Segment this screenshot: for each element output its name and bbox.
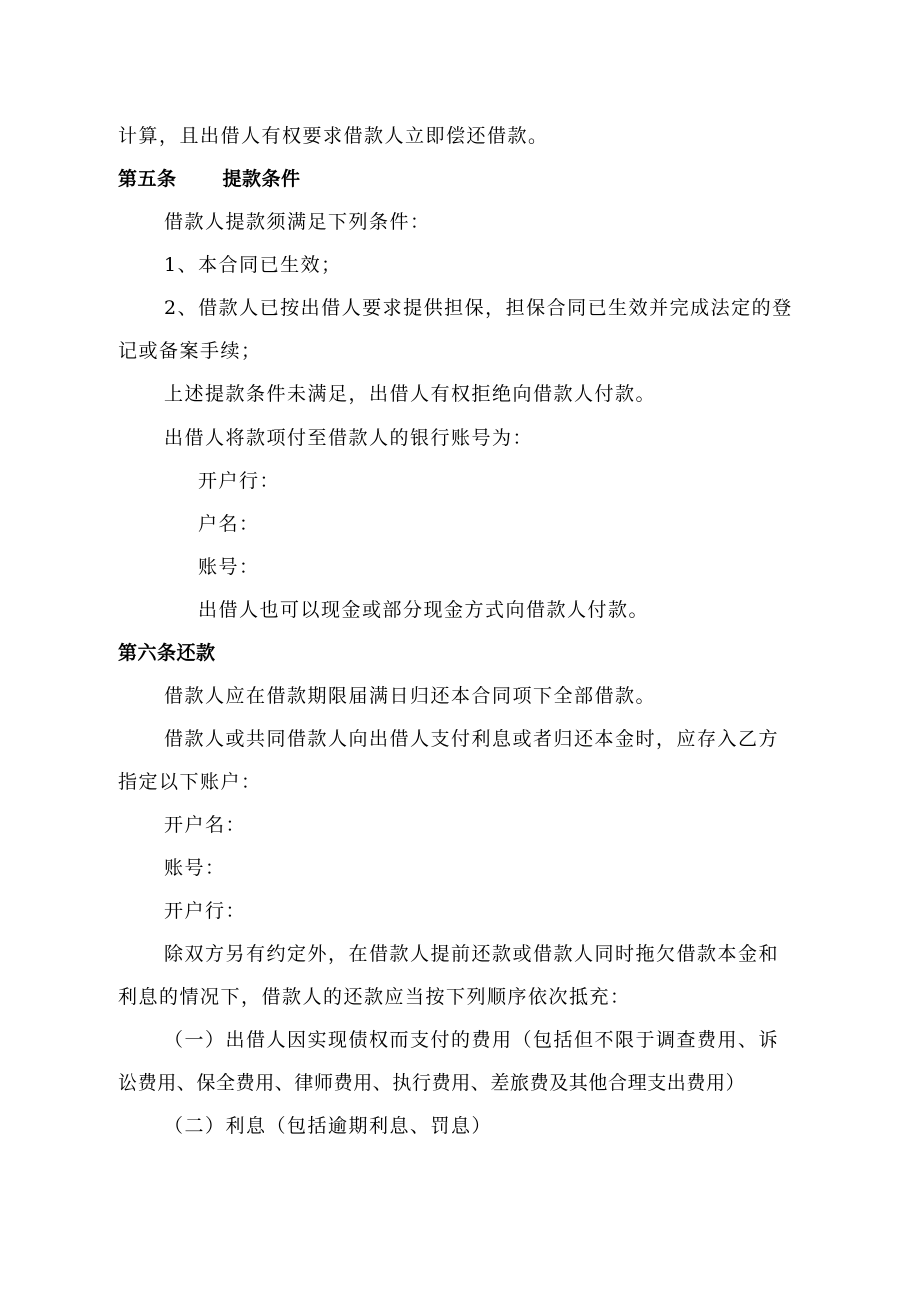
condition-item-2-cont: 记或备案手续；: [118, 340, 262, 362]
paragraph-line: 出借人也可以现金或部分现金方式向借款人付款。: [198, 599, 650, 621]
paragraph-line: 借款人应在借款期限届满日归还本合同项下全部借款。: [164, 685, 657, 707]
repayment-order-item-2: （二）利息（包括逾期利息、罚息）: [164, 1115, 493, 1137]
field-label-bank: 开户行：: [198, 470, 281, 492]
paragraph-line: 借款人提款须满足下列条件：: [164, 211, 431, 233]
paragraph-line: 出借人将款项付至借款人的银行账号为：: [164, 427, 534, 449]
paragraph-line: 上述提款条件未满足，出借人有权拒绝向借款人付款。: [164, 383, 657, 405]
field-label-account-name: 户名：: [198, 513, 260, 535]
paragraph-line: 指定以下账户：: [118, 771, 262, 793]
repayment-order-item-1-cont: 讼费用、保全费用、律师费用、执行费用、差旅费及其他合理支出费用）: [118, 1072, 746, 1094]
paragraph-line: 除双方另有约定外，在借款人提前还款或借款人同时拖欠借款本金和: [164, 943, 780, 965]
article-5-heading: [118, 167, 301, 191]
condition-item-2: 2、借款人已按出借人要求提供担保，担保合同已生效并完成法定的登: [164, 297, 793, 319]
repayment-order-item-1: （一）出借人因实现债权而支付的费用（包括但不限于调查费用、诉: [164, 1029, 780, 1051]
field-label-account-holder: 开户名：: [164, 814, 247, 836]
article-6-heading: 第六条还款: [118, 642, 216, 664]
paragraph-line: 计算，且出借人有权要求借款人立即偿还借款。: [118, 125, 549, 147]
field-label-bank-2: 开户行：: [164, 900, 247, 922]
field-label-account-number: 账号：: [198, 556, 260, 578]
paragraph-line: 借款人或共同借款人向出借人支付利息或者归还本金时，应存入乙方: [164, 728, 780, 750]
condition-item-1: 1、本合同已生效；: [164, 254, 342, 276]
field-label-account-number-2: 账号：: [164, 857, 226, 879]
article-5-number: 第五条: [118, 168, 177, 190]
article-5-title: 提款条件: [222, 168, 301, 190]
paragraph-line: 利息的情况下，借款人的还款应当按下列顺序依次抵充：: [118, 986, 631, 1008]
